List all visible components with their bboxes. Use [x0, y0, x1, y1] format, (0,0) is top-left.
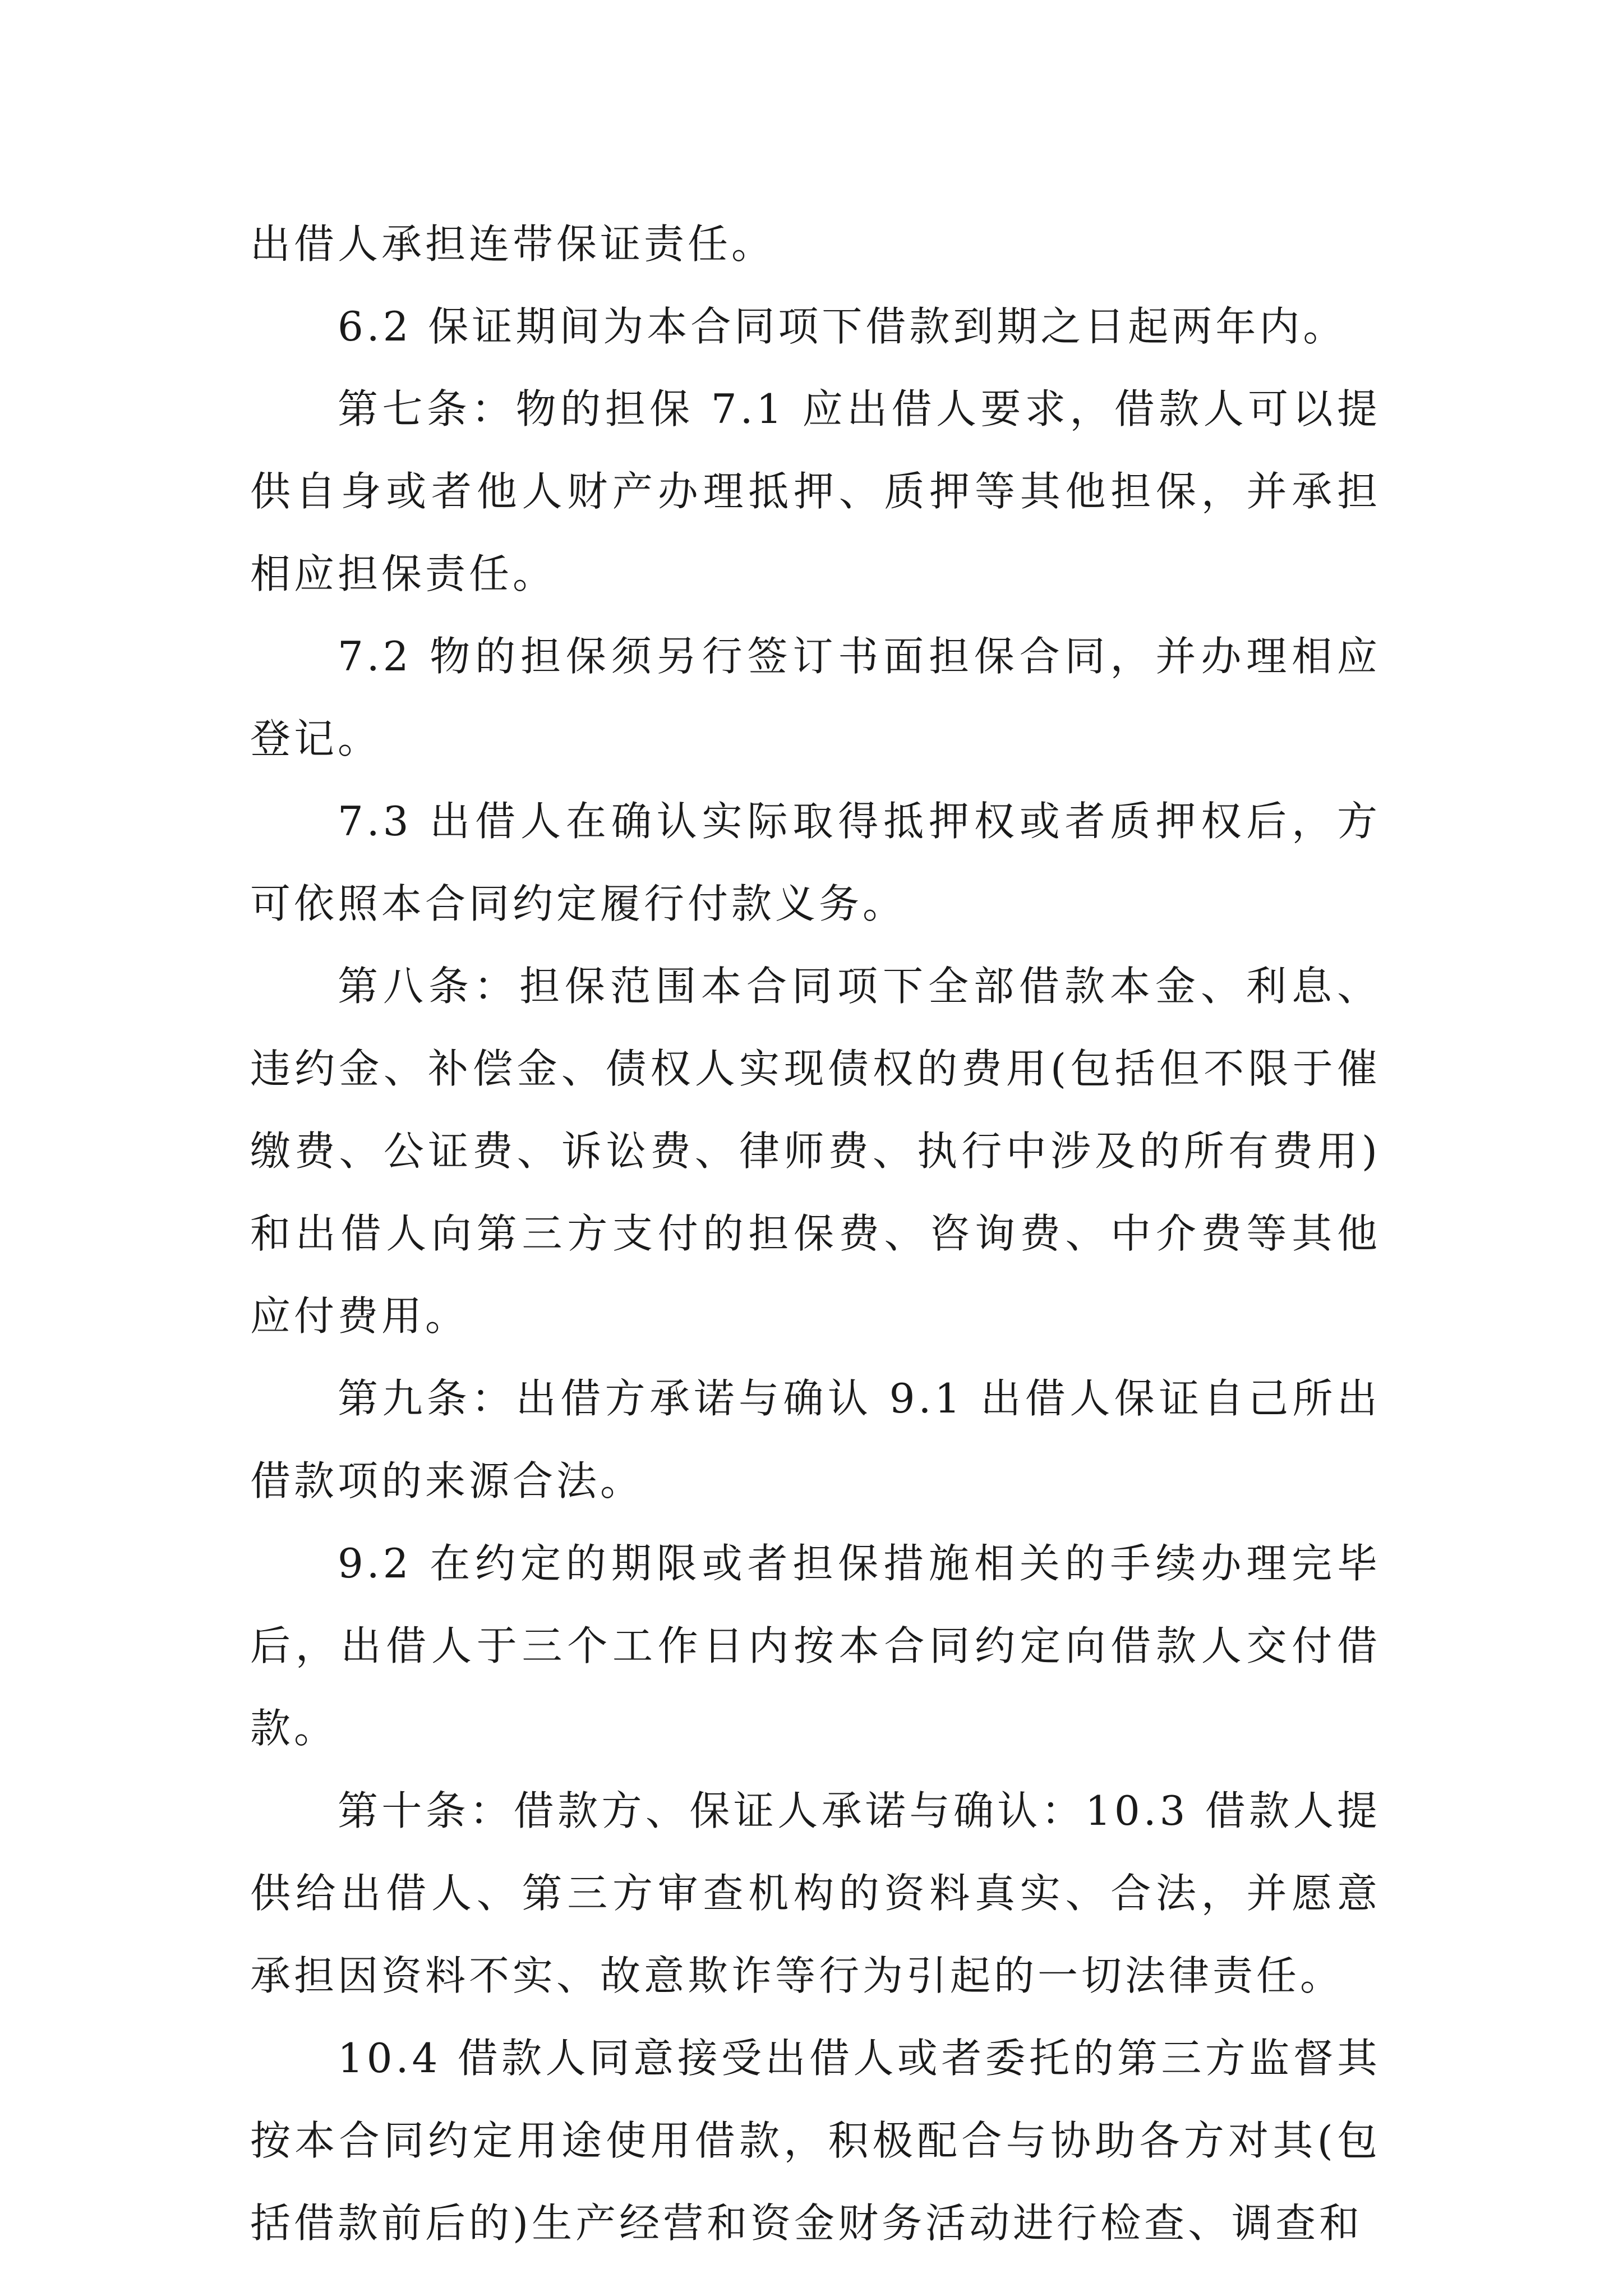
paragraph-continuation: 出借人承担连带保证责任。	[250, 220, 776, 268]
paragraph-clause-7-2: 7.2 物的担保须另行签订书面担保合同，并办理相应登记。	[250, 633, 1381, 762]
paragraph-article-10: 第十条：借款方、保证人承诺与确认：10.3 借款人提供给出借人、第三方审查机构的资料真实、合法，并愿意承担因资料不实、故意欺诈等行为引起的一切法律责任。	[250, 1787, 1381, 1999]
paragraph-clause-6-2: 6.2 保证期间为本合同项下借款到期之日起两年内。	[338, 303, 1347, 350]
document-body	[250, 203, 1381, 2265]
paragraph-article-9: 第九条：出借方承诺与确认 9.1 出借人保证自己所出借款项的来源合法。	[250, 1375, 1381, 1504]
paragraph-clause-9-2: 9.2 在约定的期限或者担保措施相关的手续办理完毕后，出借人于三个工作日内按本合同约定向借款人交付借款。	[250, 1540, 1381, 1752]
paragraph-article-7: 第七条：物的担保 7.1 应出借人要求，借款人可以提供自身或者他人财产办理抵押、质押等其他担保，并承担相应担保责任。	[250, 385, 1381, 597]
paragraph-clause-10-4: 10.4 借款人同意接受出借人或者委托的第三方监督其按本合同约定用途使用借款，积极配合与协助各方对其(包括借款前后的)生产经营和资金财务活动进行检查、调查和	[250, 2035, 1381, 2247]
paragraph-article-8: 第八条：担保范围本合同项下全部借款本金、利息、违约金、补偿金、债权人实现债权的费用(包括但不限于催缴费、公证费、诉讼费、律师费、执行中涉及的所有费用)和出借人向第三方支付的担保费、咨询费、中介费等其他应付费用。	[250, 963, 1381, 1340]
paragraph-clause-7-3: 7.3 出借人在确认实际取得抵押权或者质押权后，方可依照本合同约定履行付款义务。	[250, 798, 1381, 927]
